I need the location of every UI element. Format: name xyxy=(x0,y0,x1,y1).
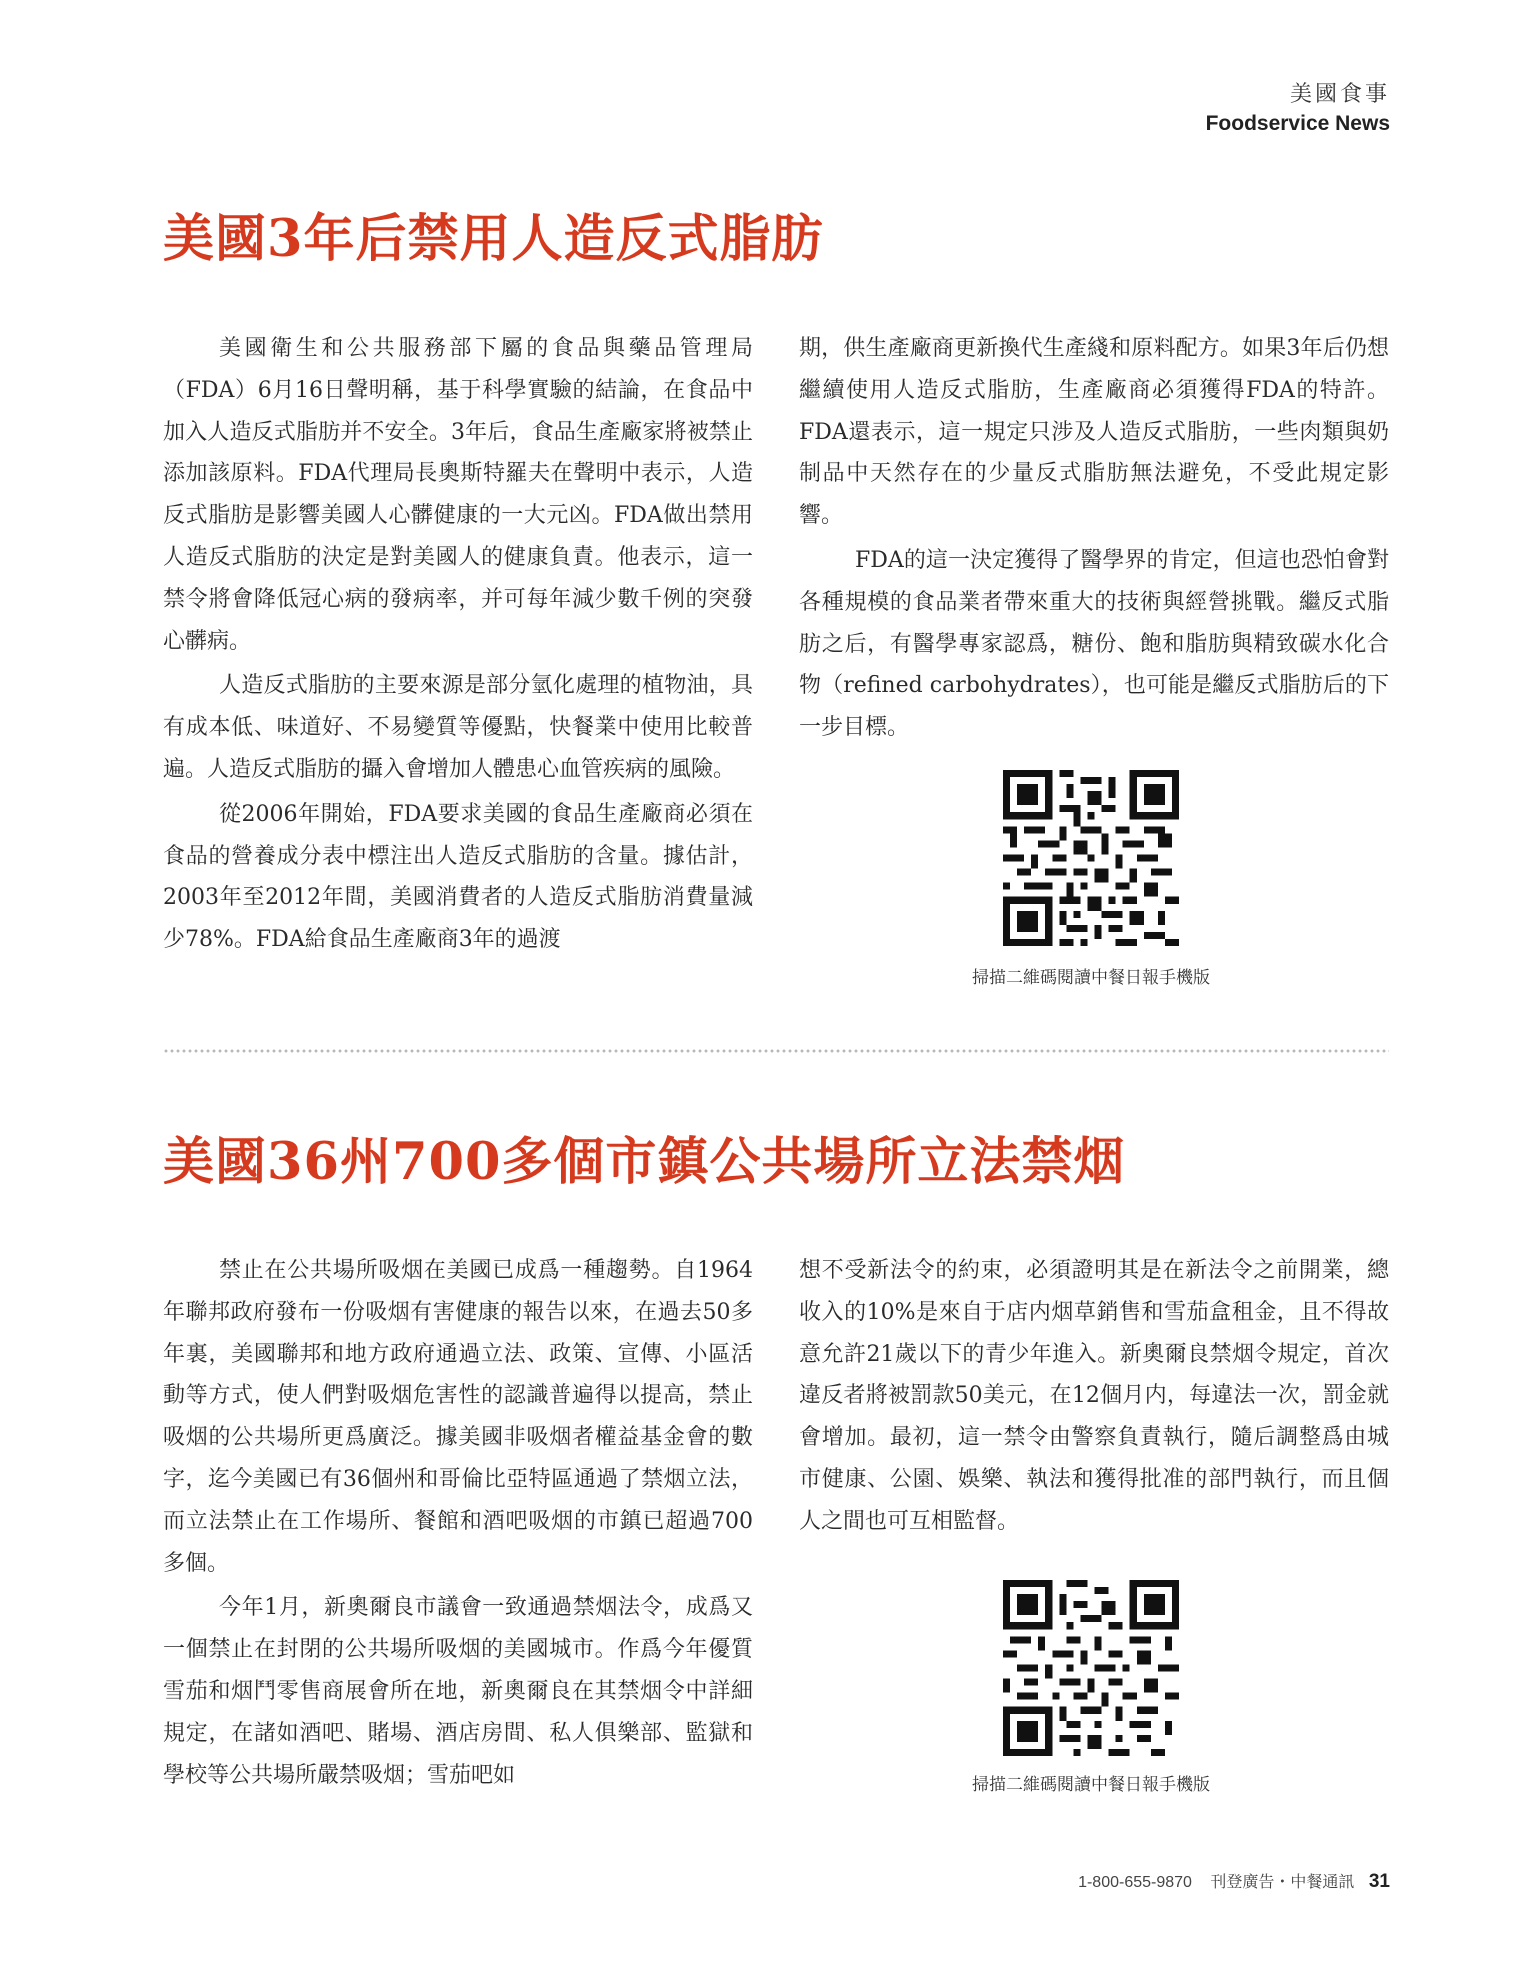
paragraph: FDA的這一決定獲得了醫學界的肯定，但這也恐怕會對各種規模的食品業者帶來重大的技術與經營挑戰。繼反式脂肪之后，有醫學專家認爲，糖份、飽和脂肪與精致碳水化合物（refined carbohydrates），也可能是繼反式脂肪后的下一步目標。 xyxy=(799,547,1389,741)
article-2-title: 美國36州700多個市鎮公共場所立法禁烟 xyxy=(163,1132,1126,1192)
article-2-right-column xyxy=(799,1250,1389,1543)
article-2-left-column xyxy=(163,1250,753,1796)
article-1-right-column xyxy=(799,328,1389,749)
page-number: 31 xyxy=(1368,1871,1390,1892)
page-footer xyxy=(1078,1869,1390,1893)
article-1-title: 美國3年后禁用人造反式脂肪 xyxy=(163,209,824,269)
section-name-chinese: 美國食事 xyxy=(1289,82,1390,107)
paragraph: 從2006年開始，FDA要求美國的食品生產廠商必須在食品的營養成分表中標注出人造反式脂肪的含量。據估計，2003年至2012年間，美國消費者的人造反式脂肪消費量減少78%。FDA給食品生產廠商3年的過渡 xyxy=(163,801,753,953)
qr-caption: 掃描二維碼閱讀中餐日報手機版 xyxy=(972,968,1210,988)
ad-text: 刊登廣告・中餐通訊 xyxy=(1210,1874,1355,1891)
paragraph: 今年1月，新奧爾良市議會一致通過禁烟法令，成爲又一個禁止在封閉的公共場所吸烟的美國城市。作爲今年優質雪茄和烟鬥零售商展會所在地，新奧爾良在其禁烟令中詳細規定，在諸如酒吧、賭場、酒店房間、私人俱樂部、監獄和學校等公共場所嚴禁吸烟；雪茄吧如 xyxy=(163,1595,753,1788)
qr-code-icon xyxy=(1003,1580,1179,1756)
ad-phone-number: 1-800-655-9870 xyxy=(1078,1874,1192,1891)
paragraph: 期，供生產廠商更新換代生產綫和原料配方。如果3年后仍想繼續使用人造反式脂肪，生產廠商必須獲得FDA的特許。FDA還表示，這一規定只涉及人造反式脂肪，一些肉類與奶制品中天然存在的少量反式脂肪無法避免，不受此規定影響。 xyxy=(799,336,1389,529)
qr-code-icon xyxy=(1003,770,1179,946)
section-header xyxy=(1206,80,1390,138)
qr-caption: 掃描二維碼閱讀中餐日報手機版 xyxy=(972,1775,1210,1795)
section-name-english: Foodservice News xyxy=(1205,112,1390,135)
section-divider xyxy=(163,1048,1389,1054)
paragraph: 想不受新法令的約束，必須證明其是在新法令之前開業，總收入的10%是來自于店内烟草銷售和雪茄盒租金，且不得故意允許21歲以下的青少年進入。新奧爾良禁烟令規定，首次違反者將被罰款50美元，在12個月内，每違法一次，罰金就會增加。最初，這一禁令由警察負責執行，隨后調整爲由城市健康、公園、娛樂、執法和獲得批准的部門執行，而且個人之間也可互相監督。 xyxy=(799,1258,1389,1534)
article-1-left-column xyxy=(163,328,753,961)
paragraph: 禁止在公共場所吸烟在美國已成爲一種趨勢。自1964年聯邦政府發布一份吸烟有害健康的報告以來，在過去50多年裏，美國聯邦和地方政府通過立法、政策、宣傳、小區活動等方式，使人們對吸烟危害性的認識普遍得以提高，禁止吸烟的公共場所更爲廣泛。據美國非吸烟者權益基金會的數字，迄今美國已有36個州和哥倫比亞特區通過了禁烟立法，而立法禁止在工作場所、餐館和酒吧吸烟的市鎮已超過700多個。 xyxy=(163,1258,753,1576)
paragraph: 美國衛生和公共服務部下屬的食品與藥品管理局（FDA）6月16日聲明稱，基于科學實驗的結論，在食品中加入人造反式脂肪并不安全。3年后，食品生產廠家將被禁止添加該原料。FDA代理局長奧斯特羅夫在聲明中表示，人造反式脂肪是影響美國人心髒健康的一大元凶。FDA做出禁用人造反式脂肪的決定是對美國人的健康負責。他表示，這一禁令將會降低冠心病的發病率，并可每年減少數千例的突發心髒病。 xyxy=(163,336,753,654)
paragraph: 人造反式脂肪的主要來源是部分氫化處理的植物油，具有成本低、味道好、不易變質等優點，快餐業中使用比較普遍。人造反式脂肪的攝入會增加人體患心血管疾病的風險。 xyxy=(163,673,753,782)
